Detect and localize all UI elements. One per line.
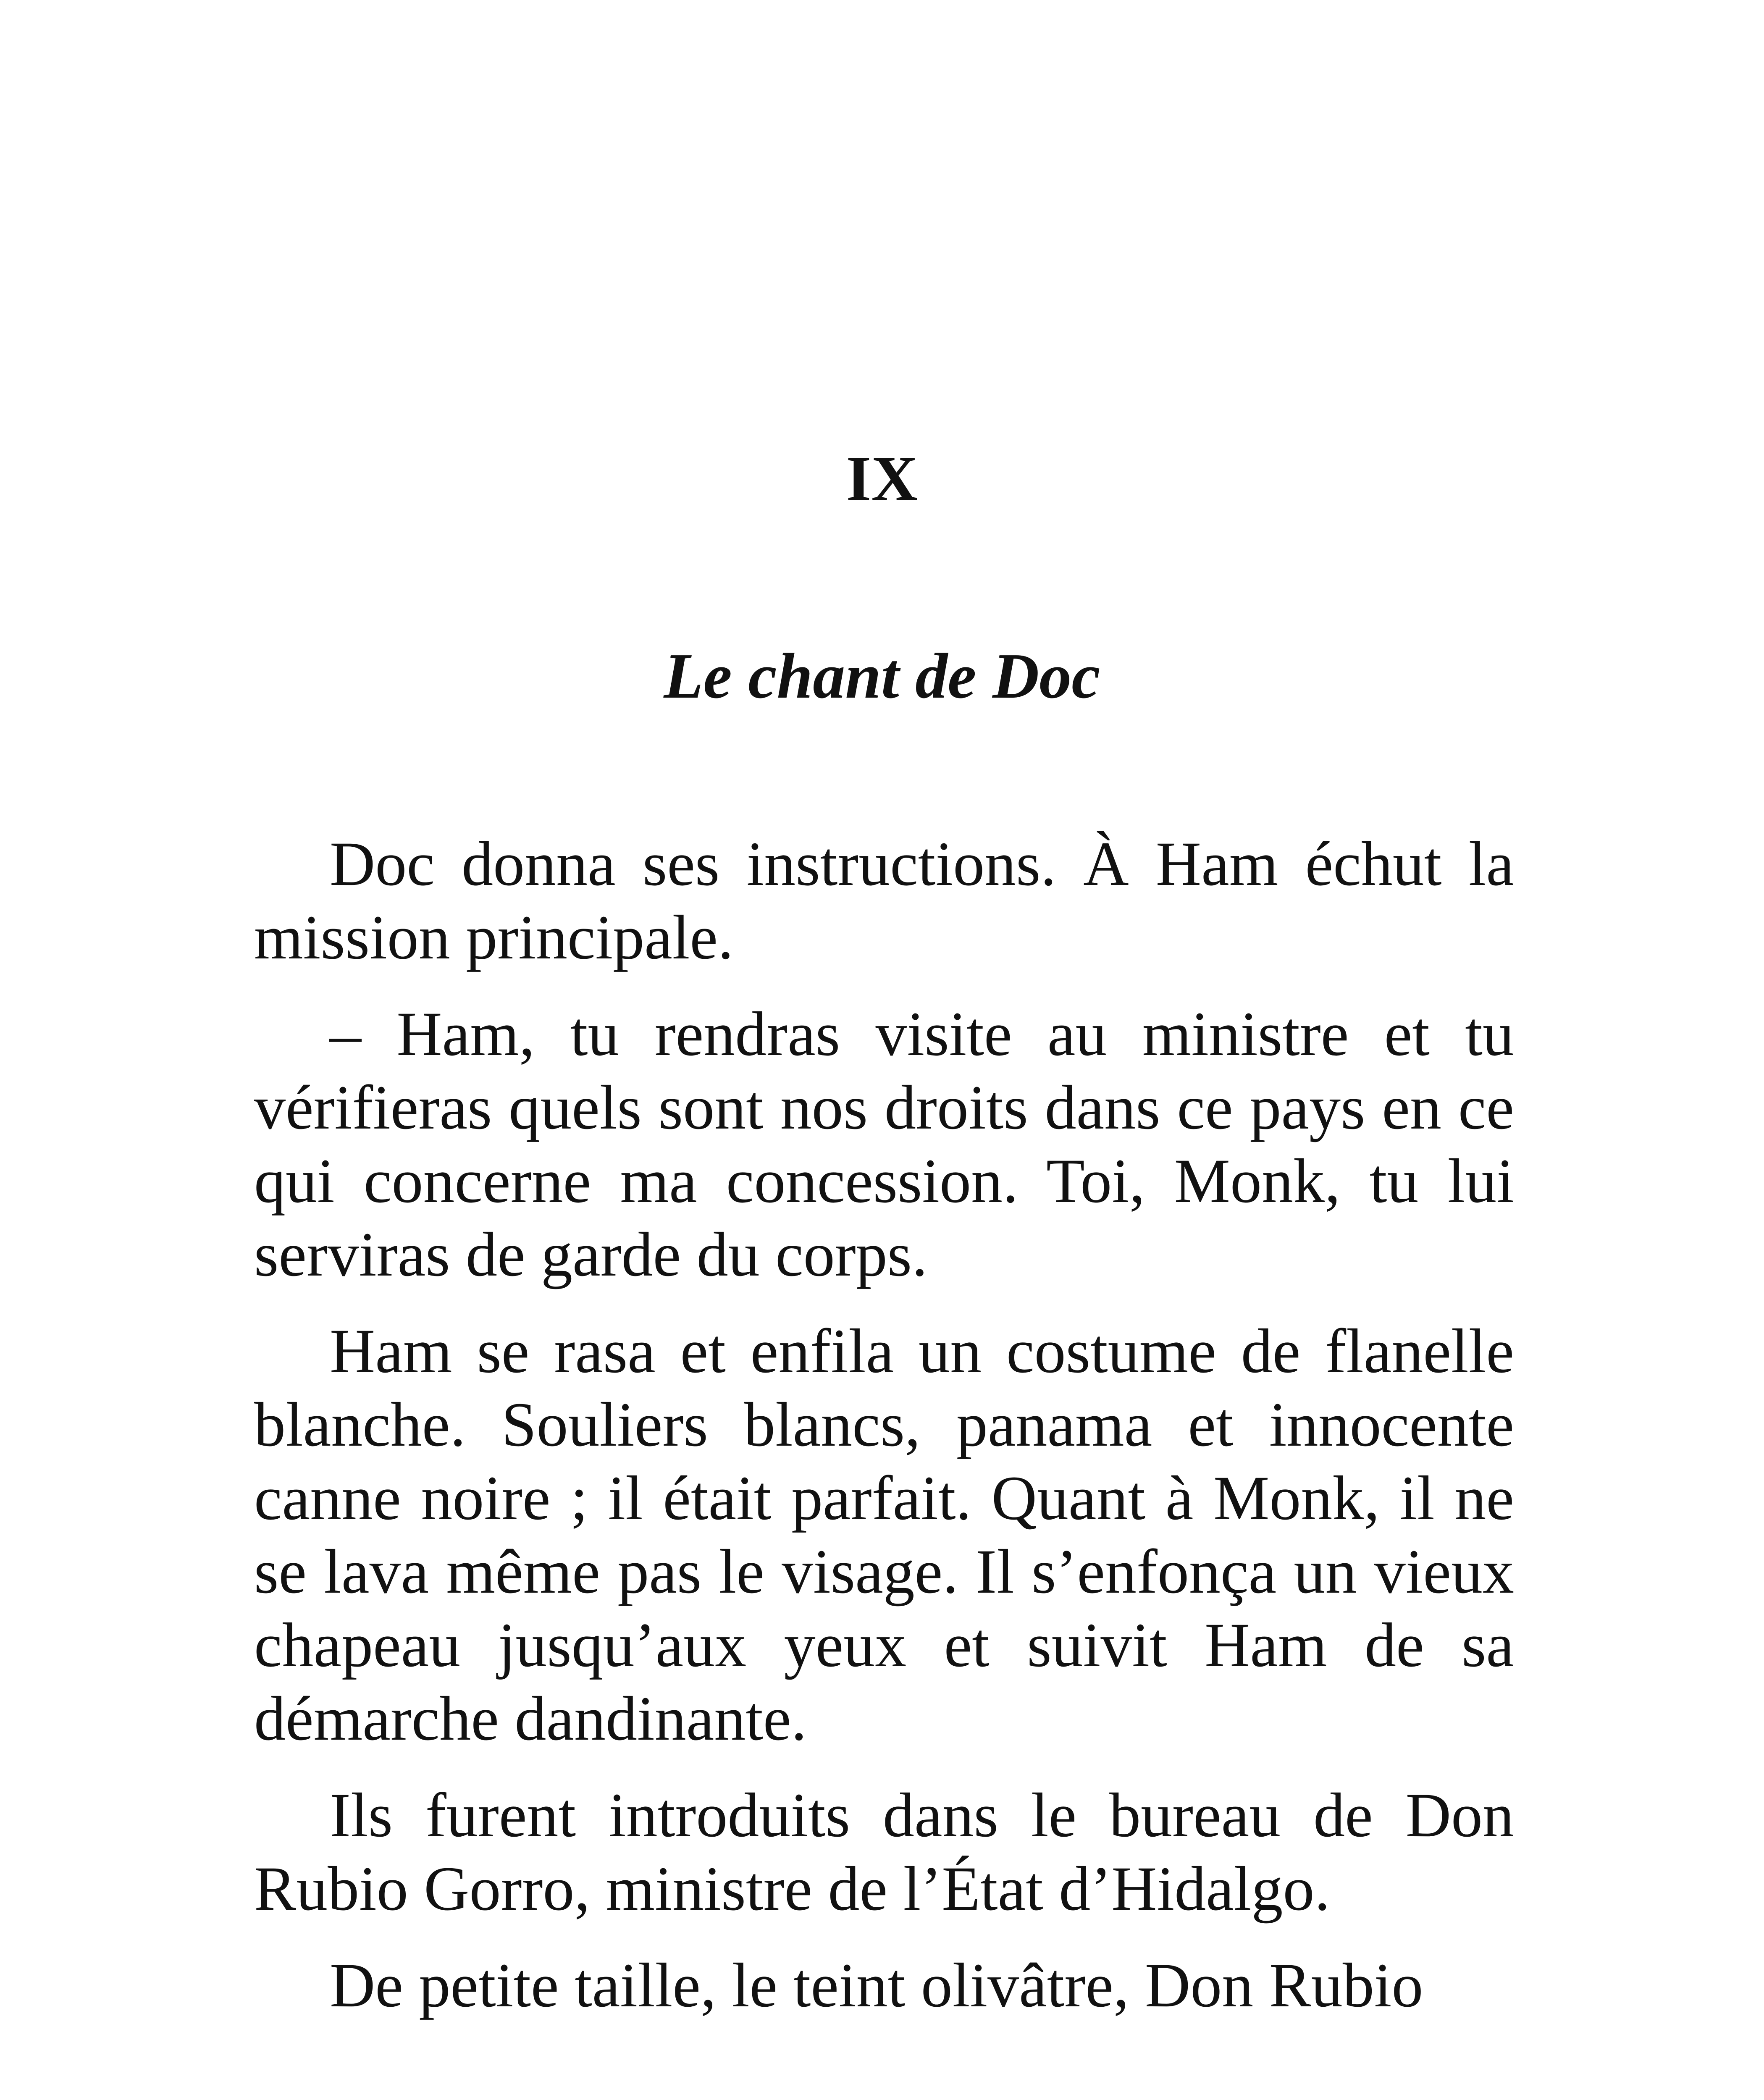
paragraph: De petite taille, le teint olivâtre, Don Rubio xyxy=(330,1950,1423,2020)
paragraph: Ils furent introduits dans le bureau de Don Rubio Gorro, ministre de l’État d’Hidalgo. xyxy=(254,1780,1514,1924)
paragraph: Ham se rasa et enfila un costume de flanelle blanche. Souliers blancs, panama et innocente canne noire ; il était parfait. Quant à Monk, il ne se lava même pas le visage. Il s’enfonça un vieux chapeau jusqu’aux yeux et suivit Ham de sa démarche dandinante. xyxy=(254,1316,1514,1754)
paragraph: Doc donna ses instructions. À Ham échut la mission principale. xyxy=(254,829,1514,972)
paragraph: – Ham, tu rendras visite au ministre et tu vérifieras quels sont nos droits dans ce pays en ce qui concerne ma concession. Toi, Monk, tu lui serviras de garde du corps. xyxy=(254,999,1514,1289)
chapter-number: IX xyxy=(846,443,918,514)
body-text xyxy=(254,827,1514,2045)
chapter-title: Le chant de Doc xyxy=(664,640,1100,712)
